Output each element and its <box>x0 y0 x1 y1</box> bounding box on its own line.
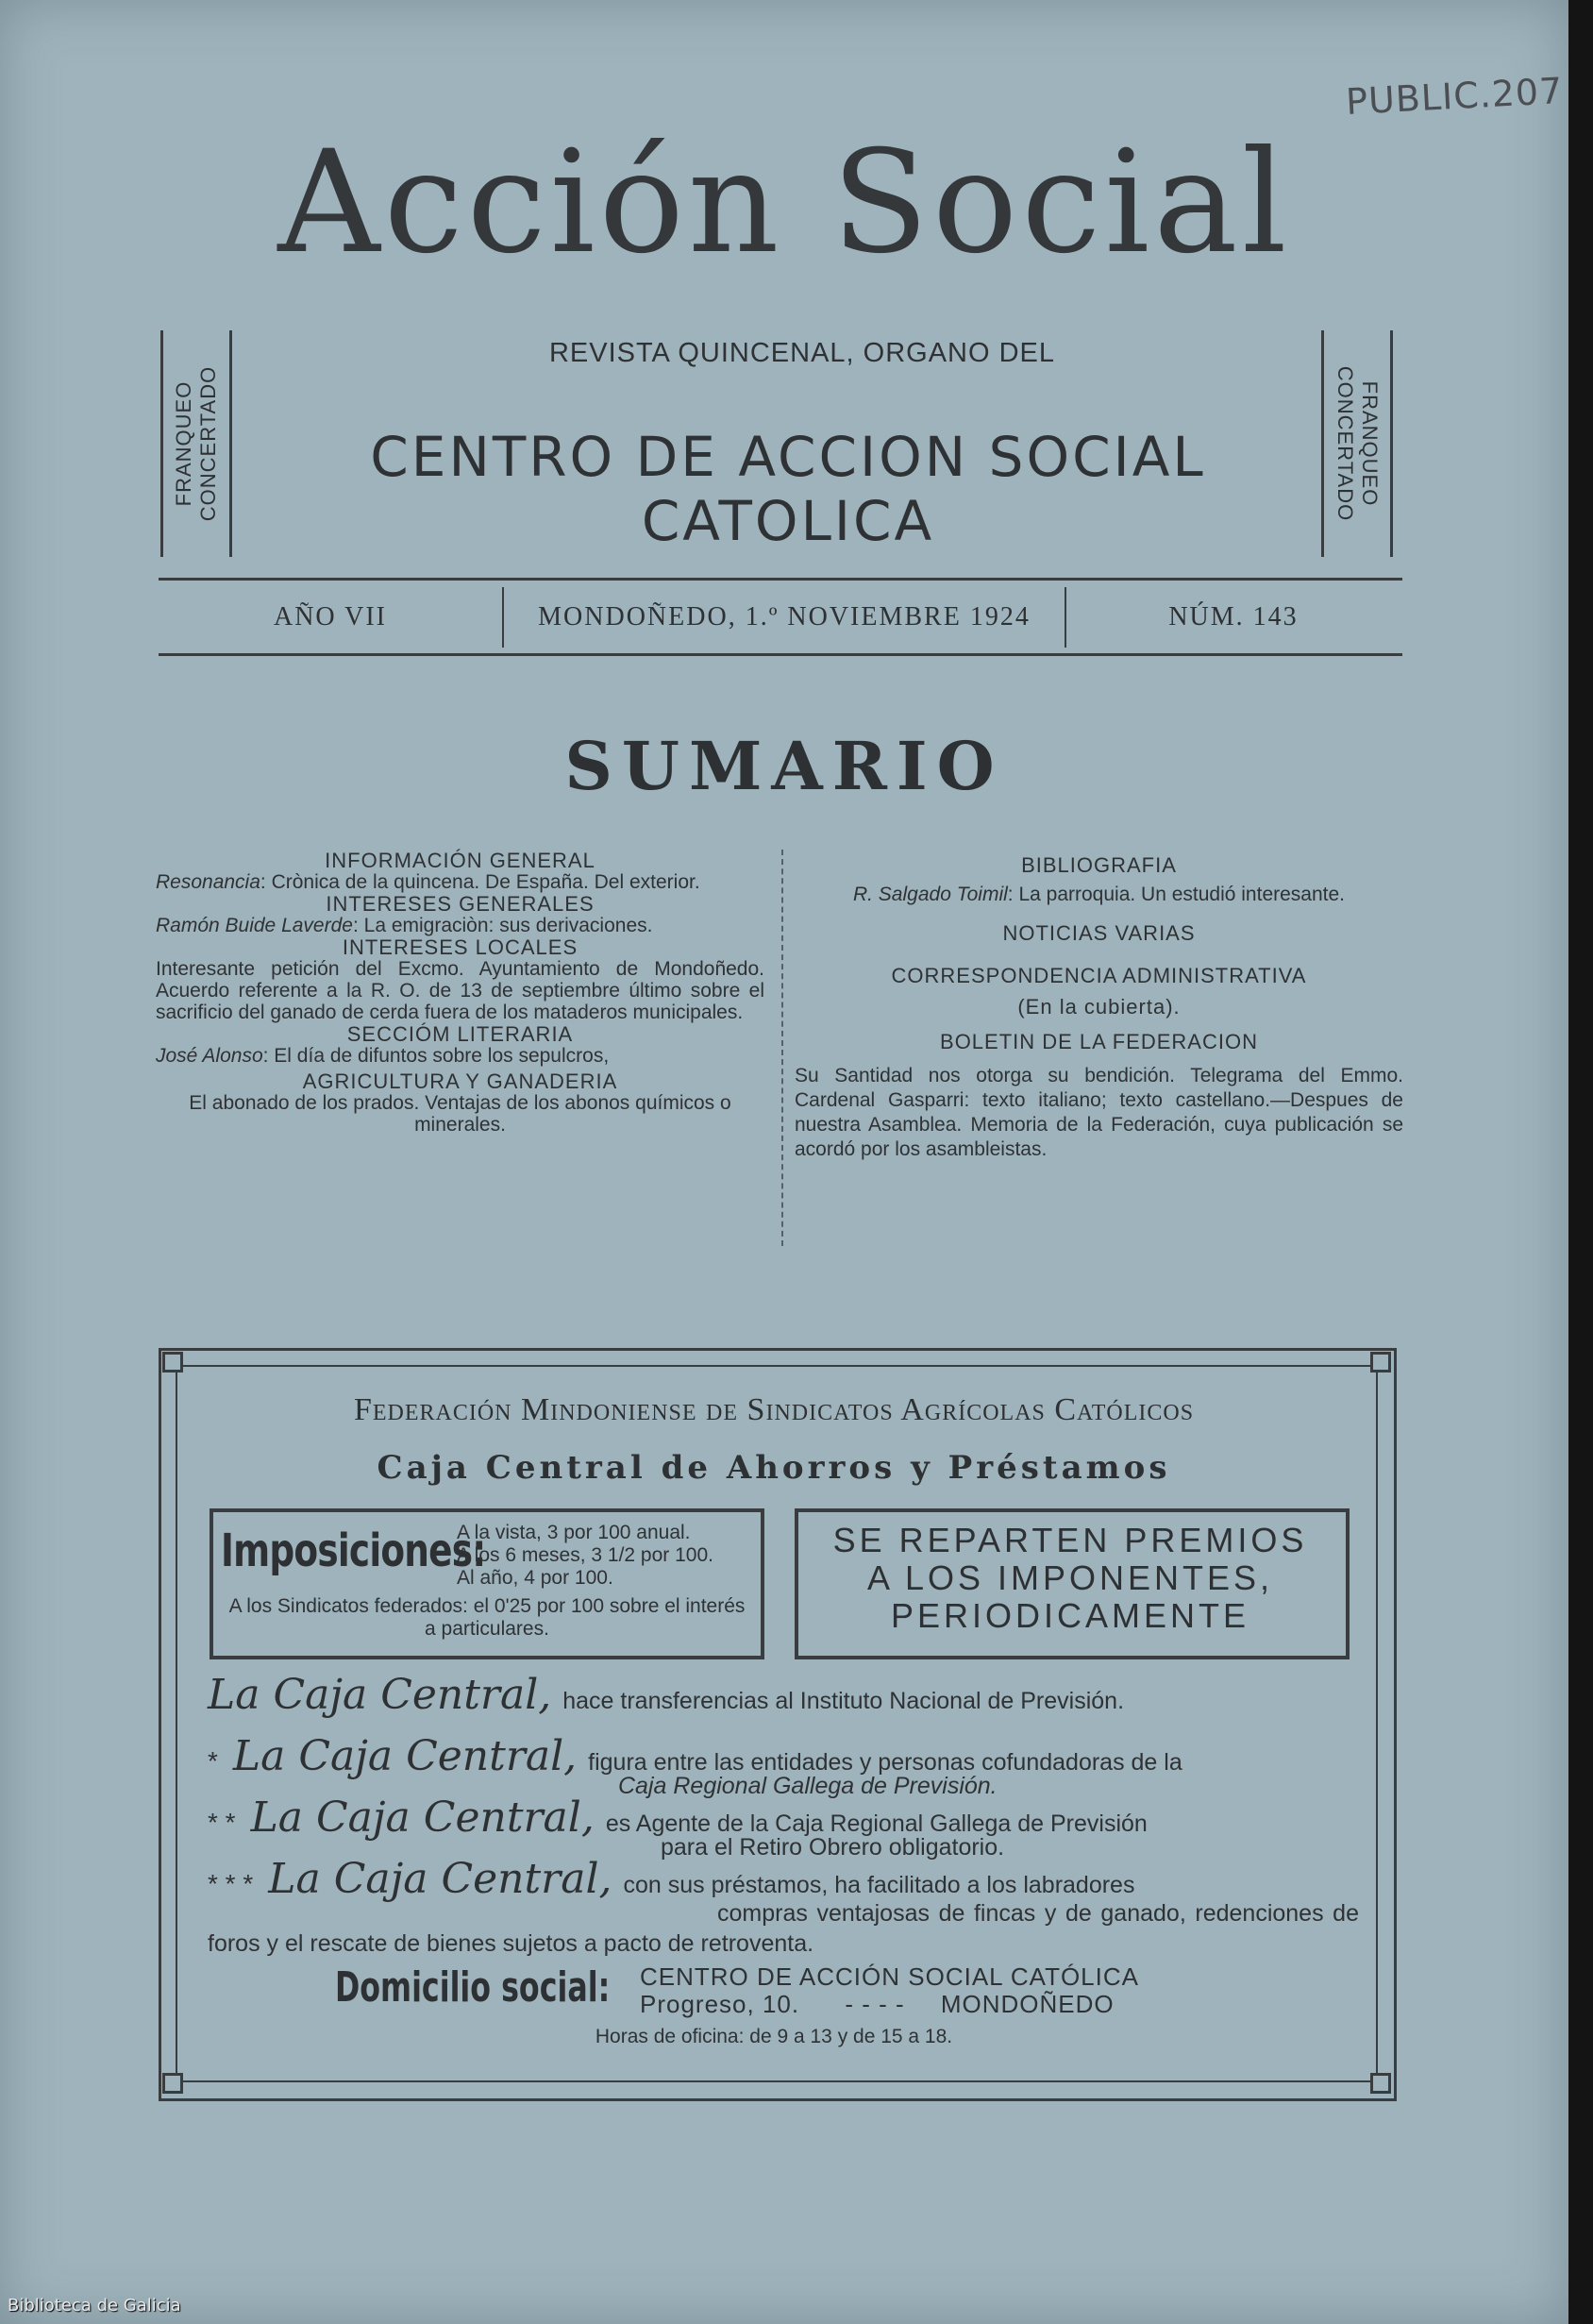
info-bar-bottom-rule <box>159 653 1402 656</box>
section-heading: BIBLIOGRAFIA <box>1021 853 1177 877</box>
sumario-entry: Resonancia: Crònica de la quincena. De España. Del exterior. <box>156 871 700 893</box>
section-heading: INFORMACIÓN GENERAL <box>325 849 595 872</box>
scan-edge <box>1568 0 1593 2324</box>
section-heading: INTERESES LOCALES <box>342 935 579 959</box>
section-heading: CORRESPONDENCIA ADMINISTRATIVA <box>891 964 1307 987</box>
franqueo-concertado-left <box>160 330 232 557</box>
section-heading: NOTICIAS VARIAS <box>1002 921 1196 945</box>
imposiciones-rates: A la vista, 3 por 100 anual. A los 6 meses, 3 1/2 por 100. Al año, 4 por 100. <box>457 1522 713 1589</box>
info-bar-divider <box>502 587 504 648</box>
imposiciones-note: A los Sindicatos federados: el 0'25 por 100 sobre el interés a particulares. <box>228 1595 746 1640</box>
issue-year: AÑO VII <box>273 602 388 632</box>
info-bar-divider <box>1065 587 1066 648</box>
masthead-subtitle: REVISTA QUINCENAL, ORGANO DEL <box>548 338 1056 368</box>
caja-item: * La Caja Central, figura entre las entidades y personas cofundadoras de la Caja Regional Gallega de Previsión. <box>208 1732 1182 1799</box>
caja-item: * * * La Caja Central, con sus préstamos, ha facilitado a los labradores compras ventajosas de fincas y de ganado, redenciones de foros y el rescate de bienes sujetos a pacto de retroventa. <box>208 1855 1359 1957</box>
issue-number: NÚM. 143 <box>1168 602 1299 632</box>
frame-corner-ornament <box>162 2073 183 2094</box>
sumario-column-divider <box>781 850 783 1246</box>
section-heading: SECCIÓM LITERARIA <box>346 1022 574 1046</box>
section-note: (En la cubierta). <box>1017 995 1181 1019</box>
sumario-left-column <box>156 850 764 1136</box>
franqueo-right-text: FRANQUEO CONCERTADO <box>1333 365 1382 522</box>
sumario-right-column <box>795 854 1403 1162</box>
caja-item: * * La Caja Central, es Agente de la Caja Regional Gallega de Previsión para el Retiro Obrero obligatorio. <box>208 1794 1148 1861</box>
domicilio-address: Progreso, 10. - - - - MONDOÑEDO <box>640 1990 1115 2018</box>
domicilio-name: CENTRO DE ACCIÓN SOCIAL CATÓLICA <box>640 1962 1139 1991</box>
section-heading: INTERESES GENERALES <box>326 892 595 916</box>
frame-corner-ornament <box>1370 2073 1391 2094</box>
sumario-entry: El abonado de los prados. Ventajas de los abonos químicos o minerales. <box>189 1092 731 1136</box>
section-heading: AGRICULTURA Y GANADERIA <box>302 1069 618 1093</box>
sumario-entry: José Alonso: El día de difuntos sobre los sepulcros, <box>156 1045 610 1067</box>
franqueo-concertado-right <box>1321 330 1393 557</box>
handwritten-annotation: PUBLIC.207 <box>1345 70 1565 123</box>
sumario-entry: Ramón Buide Laverde: La emigraciòn: sus derivaciones. <box>156 915 653 936</box>
library-watermark: Biblioteca de Galicia <box>8 2296 181 2316</box>
federation-title: Federación Mindoniense de Sindicatos Agrícolas Católicos <box>353 1392 1195 1427</box>
masthead-title: Acción Social <box>277 121 1291 285</box>
caja-title: Caja Central de Ahorros y Préstamos <box>377 1449 1171 1487</box>
issue-place-date: MONDOÑEDO, 1.º NOVIEMBRE 1924 <box>538 602 1031 632</box>
info-bar-top-rule <box>159 578 1402 581</box>
domicilio-label: Domicilio social: <box>335 1963 611 2012</box>
premios-text: SE REPARTEN PREMIOS A LOS IMPONENTES, PERIODICAMENTE <box>832 1521 1308 1635</box>
frame-corner-ornament <box>1370 1352 1391 1373</box>
sumario-heading: SUMARIO <box>564 727 1004 805</box>
sumario-entry: Su Santidad nos otorga su bendición. Telegrama del Emmo. Cardenal Gasparri: texto italiano; texto castellano.—Despues de nuestra Asamblea. Memoria de la Federación, cuya publicación se acordó por los asambleistas. <box>795 1065 1403 1160</box>
caja-item: La Caja Central, hace transferencias al Instituto Nacional de Previsión. <box>208 1671 1125 1719</box>
sumario-entry: Interesante petición del Excmo. Ayuntamiento de Mondoñedo. Acuerdo referente a la R. O. de 13 de septiembre último sobre el sacrificio del ganado de cerda fuera de los mataderos municipales. <box>156 958 764 1023</box>
frame-corner-ornament <box>162 1352 183 1373</box>
imposiciones-label: Imposiciones: <box>221 1524 486 1577</box>
office-hours: Horas de oficina: de 9 a 13 y de 15 a 18. <box>595 2026 953 2047</box>
section-heading: BOLETIN DE LA FEDERACION <box>940 1030 1258 1053</box>
masthead-organization: CENTRO DE ACCION SOCIAL CATOLICA <box>370 425 1206 553</box>
sumario-entry: R. Salgado Toimil: La parroquia. Un estudió interesante. <box>852 884 1346 905</box>
franqueo-left-text: FRANQUEO CONCERTADO <box>172 365 220 522</box>
